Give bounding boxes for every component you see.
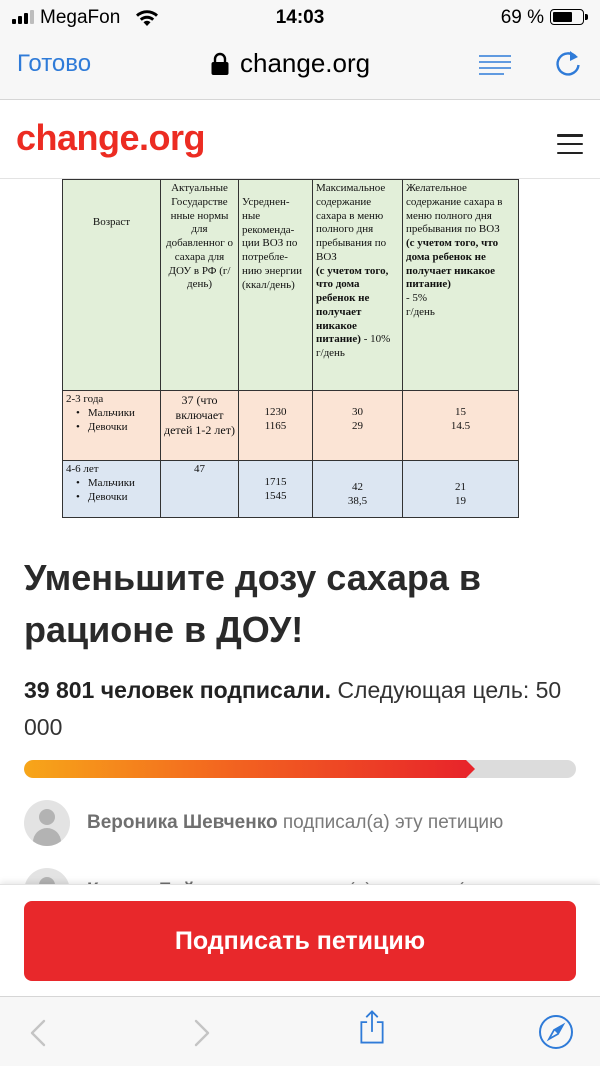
max-girls: 38,5: [347, 494, 368, 507]
battery-percent: 69 %: [500, 7, 544, 28]
norm-cell: 47: [161, 461, 239, 518]
status-bar: [0, 0, 600, 34]
signer-action: подписал(а) эту петицию: [282, 812, 504, 833]
girls-label: • Девочки: [76, 491, 157, 505]
header-want-a: Желательное содержание сахара в меню полного дня пребывания по ВОЗ: [406, 182, 503, 236]
next-goal: Следующая цель: 50 000: [24, 677, 562, 740]
sign-petition-button[interactable]: Подписать петицию: [24, 901, 576, 981]
recent-signer: [24, 800, 584, 846]
header-want-b: (с учетом того, что дома ребенок не получает никакое питание): [406, 237, 499, 291]
max-cell: [313, 461, 403, 518]
header-want-d: г/день: [406, 305, 435, 318]
lock-icon: [210, 52, 230, 76]
rec-girls: 1165: [264, 419, 287, 432]
rec-boys: 1715: [264, 476, 287, 488]
back-icon[interactable]: [22, 1015, 58, 1051]
address-domain: change.org: [240, 48, 371, 78]
table-row: [63, 391, 519, 461]
boys-label: • Мальчики: [76, 407, 157, 421]
browser-bar: [0, 34, 600, 100]
clock: 14:03: [275, 7, 325, 28]
signed-count: 39 801 человек подписали.: [24, 677, 332, 703]
want-cell: [403, 461, 519, 518]
reader-view-icon[interactable]: [478, 54, 512, 78]
age-label: 2-3 года: [66, 393, 104, 405]
max-girls: 29: [352, 419, 363, 432]
want-girls: 14.5: [450, 419, 471, 432]
age-cell: [63, 461, 161, 518]
battery-icon: [550, 9, 584, 25]
header-age: Возраст: [63, 180, 161, 391]
forward-icon[interactable]: [182, 1015, 218, 1051]
carrier-name: MegaFon: [40, 7, 121, 28]
signer-text: [87, 812, 503, 834]
change-org-logo[interactable]: change.org: [16, 117, 206, 158]
header-max-sugar: [313, 180, 403, 391]
hamburger-menu-icon[interactable]: [557, 134, 583, 154]
header-desired-sugar: [403, 180, 519, 391]
header-max-a: Максимальное содержание сахара в меню полного дня пребывания по ВОЗ: [316, 182, 387, 263]
header-norm: Актуальные Государстве нные нормы для добавленног о сахара для ДОУ в РФ (г/день): [161, 180, 239, 391]
signature-count: [24, 672, 576, 746]
address-bar[interactable]: [210, 48, 370, 79]
sugar-norms-table: [62, 179, 519, 518]
max-boys: 30: [352, 406, 363, 418]
share-icon[interactable]: [354, 1009, 390, 1045]
sign-bar: [0, 884, 600, 996]
age-cell: [63, 391, 161, 461]
want-boys: 21: [455, 481, 466, 493]
want-cell: [403, 391, 519, 461]
header-max-d: г/день: [316, 347, 345, 359]
header-max-b: (с учетом того, что дома ребенок не получает никакое питание): [316, 264, 389, 346]
reload-icon[interactable]: [552, 48, 584, 80]
signature-progress-bar: [24, 760, 576, 778]
site-header: [0, 101, 600, 179]
header-max-c: - 10%: [363, 333, 391, 346]
age-label: 4-6 лет: [66, 463, 99, 475]
petition-title: Уменьшите дозу сахара в рационе в ДОУ!: [24, 557, 481, 650]
rec-girls: 1545: [264, 489, 287, 502]
signer-name: Вероника Шевченко: [87, 812, 278, 833]
girls-label: • Девочки: [76, 421, 157, 435]
avatar-icon: [24, 800, 70, 846]
norm-cell: 37 (что включает детей 1-2 лет): [161, 391, 239, 461]
max-boys: 42: [352, 481, 363, 493]
rec-boys: 1230: [264, 406, 287, 418]
table-header-row: [63, 180, 519, 391]
rec-cell: [239, 391, 313, 461]
max-cell: [313, 391, 403, 461]
want-boys: 15: [455, 406, 466, 418]
compass-icon[interactable]: [538, 1014, 574, 1050]
header-want-c: - 5%: [406, 292, 428, 304]
progress-fill: [24, 760, 466, 778]
rec-cell: [239, 461, 313, 518]
want-girls: 19: [455, 494, 466, 507]
boys-label: • Мальчики: [76, 477, 157, 491]
header-recommendation: Усреднен- ные рекоменда- ции ВОЗ по потребле- нию энергии (ккал/день): [239, 180, 313, 391]
table-row: [63, 461, 519, 518]
done-button[interactable]: Готово: [17, 50, 92, 77]
browser-toolbar: [0, 996, 600, 1066]
